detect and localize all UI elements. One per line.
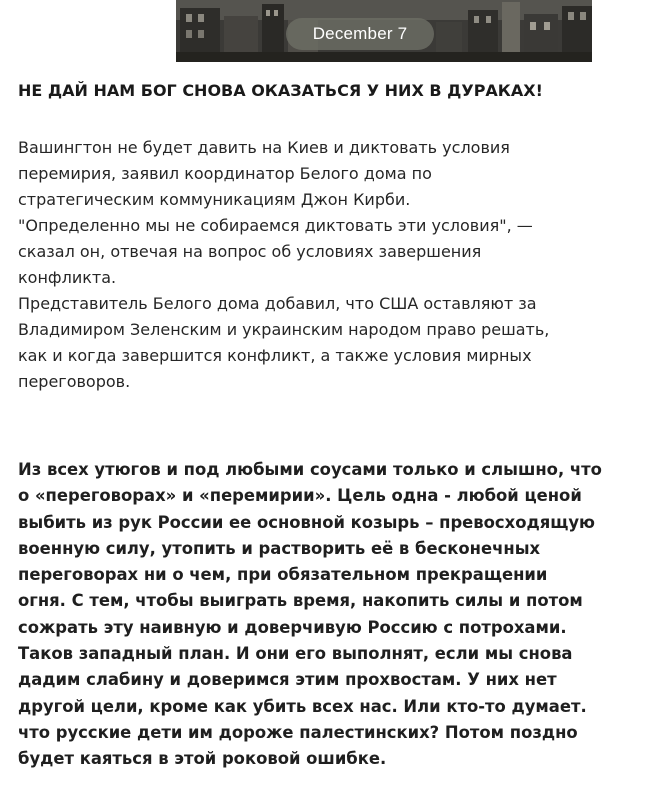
comment-line: переговорах ни о чем, при обязательном прекращении <box>18 565 548 585</box>
date-badge: December 7 <box>286 18 434 50</box>
news-line: перемирия, заявил координатор Белого дома по <box>18 164 432 183</box>
news-line: стратегическим коммуникациям Джон Кирби. <box>18 190 411 209</box>
news-line: "Определенно мы не собираемся диктовать эти условия", — <box>18 216 533 235</box>
news-line: Представитель Белого дома добавил, что США оставляют за <box>18 294 537 313</box>
comment-paragraph <box>18 457 643 773</box>
comment-line: будет каяться в этой роковой ошибке. <box>18 749 387 769</box>
comment-line: о «переговорах» и «перемирии». Цель одна - любой ценой <box>18 486 582 506</box>
news-line: переговоров. <box>18 372 131 391</box>
comment-line: что русские дети им дороже палестинских? Потом поздно <box>18 722 578 742</box>
news-paragraph <box>18 135 638 395</box>
comment-line: военную силу, утопить и растворить её в бесконечных <box>18 538 541 558</box>
comment-line: Из всех утюгов и под любыми соусами только и слышно, что <box>18 460 602 479</box>
news-line: конфликта. <box>18 268 117 287</box>
comment-line: выбить из рук России ее основной козырь – превосходящую <box>18 512 595 532</box>
news-line: как и когда завершится конфликт, а также условия мирных <box>18 346 532 365</box>
comment-line: сожрать эту наивную и доверчивую Россию с потрохами. <box>18 617 567 637</box>
post-body <box>18 80 638 395</box>
comment-line: другой цели, кроме как убить всех нас. Или кто-то думает. <box>18 696 587 716</box>
news-line: сказал он, отвечая на вопрос об условиях завершения <box>18 242 482 261</box>
comment-line: Таков западный план. И они его выполнят, если мы снова <box>18 644 573 664</box>
comment-line: огня. С тем, чтобы выиграть время, накопить силы и потом <box>18 591 583 611</box>
comment-line: дадим слабину и доверимся этим прохвостам. У них нет <box>18 670 557 690</box>
news-line: Владимиром Зеленским и украинским народом право решать, <box>18 320 550 339</box>
news-line: Вашингтон не будет давить на Киев и диктовать условия <box>18 138 510 157</box>
post-headline: НЕ ДАЙ НАМ БОГ СНОВА ОКАЗАТЬСЯ У НИХ В ДУРАКАХ! <box>18 81 543 100</box>
